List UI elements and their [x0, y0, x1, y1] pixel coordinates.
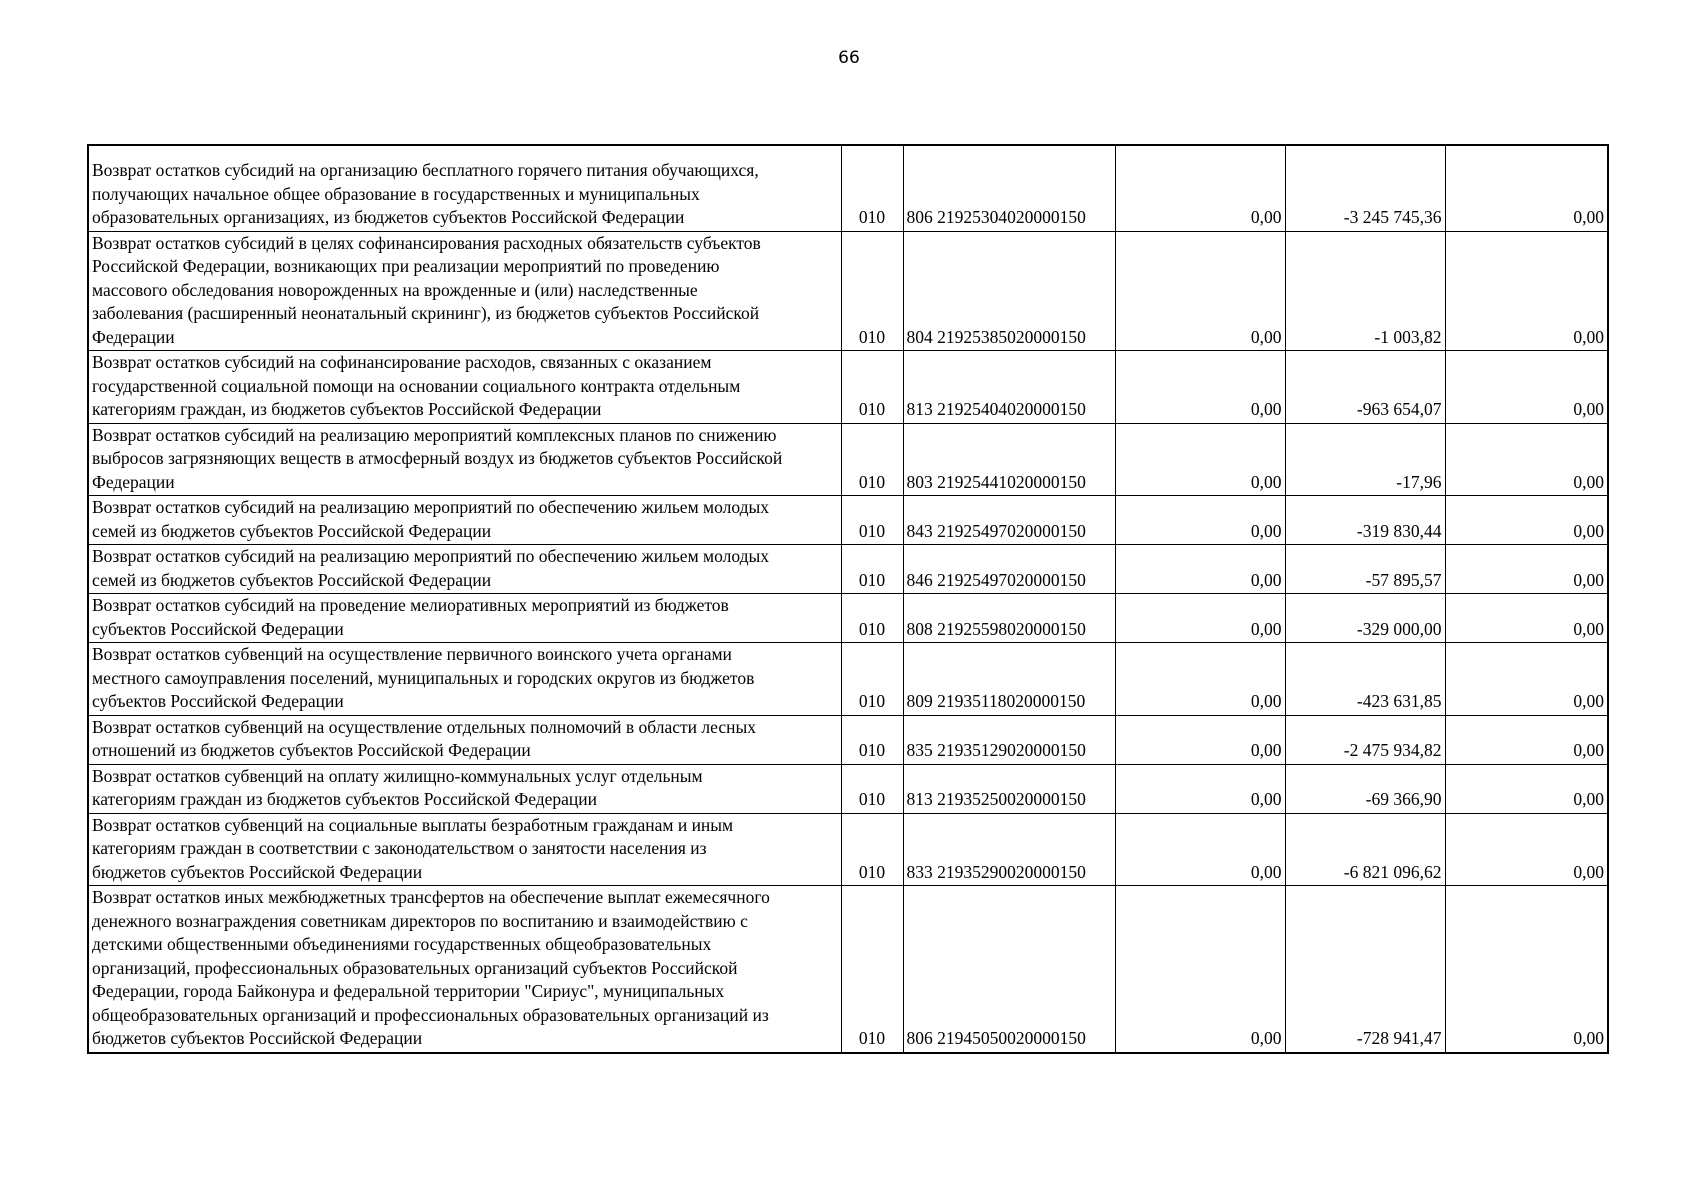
row-amount-c: 0,00 [1445, 643, 1608, 716]
description-line: субъектов Российской Федерации [92, 618, 344, 639]
row-description [88, 145, 841, 231]
description-line: Возврат остатков субсидий на реализацию мероприятий по обеспечению жильем молодых [92, 497, 770, 517]
description-line: образовательных организациях, из бюджетов субъектов Российской Федерации [92, 207, 685, 227]
row-amount-c: 0,00 [1445, 594, 1608, 643]
description-line: семей из бюджетов субъектов Российской Федерации [92, 520, 492, 541]
row-amount-b: -3 245 745,36 [1285, 145, 1445, 231]
description-line: Возврат остатков субвенций на осуществление отдельных полномочий в области лесных [92, 716, 757, 737]
row-amount-c: 0,00 [1445, 764, 1608, 813]
row-amount-a: 0,00 [1115, 813, 1285, 886]
table-row [88, 886, 1608, 1053]
row-amount-a: 0,00 [1115, 496, 1285, 545]
row-amount-a: 0,00 [1115, 231, 1285, 351]
row-line-code: 010 [841, 545, 903, 594]
description-line: массового обследования новорожденных на врожденные и (или) наследственные [92, 279, 698, 300]
description-line: семей из бюджетов субъектов Российской Федерации [92, 569, 492, 590]
row-description [88, 231, 841, 351]
row-kbk-code: 804 21925385020000150 [903, 231, 1115, 351]
description-line: получающих начальное общее образование в государственных и муниципальных [92, 183, 700, 204]
row-description [88, 594, 841, 643]
row-amount-a: 0,00 [1115, 145, 1285, 231]
description-line: Возврат остатков субсидий на реализацию мероприятий комплексных планов по снижению [92, 424, 777, 445]
table-row [88, 351, 1608, 424]
table-row [88, 231, 1608, 351]
row-line-code: 010 [841, 351, 903, 424]
description-line: Федерации [92, 326, 175, 347]
row-amount-b: -57 895,57 [1285, 545, 1445, 594]
description-line: Возврат остатков субсидий на реализацию мероприятий по обеспечению жильем молодых [92, 546, 770, 566]
row-description [88, 715, 841, 764]
description-line: категориям граждан из бюджетов субъектов Российской Федерации [92, 789, 598, 809]
row-amount-b: -329 000,00 [1285, 594, 1445, 643]
table-row [88, 145, 1608, 231]
row-amount-c: 0,00 [1445, 351, 1608, 424]
row-line-code: 010 [841, 594, 903, 643]
row-amount-b: -319 830,44 [1285, 496, 1445, 545]
description-line: Возврат остатков субвенций на оплату жилищно-коммунальных услуг отдельным [92, 765, 703, 786]
description-line: Возврат остатков субвенций на осуществление первичного воинского учета органами [92, 644, 732, 664]
table-row [88, 715, 1608, 764]
description-line: общеобразовательных организаций и профессиональных образовательных организаций из [92, 1004, 769, 1025]
row-amount-b: -69 366,90 [1285, 764, 1445, 813]
description-line: Российской Федерации, возникающих при реализации мероприятий по проведению [92, 256, 720, 276]
description-line: Возврат остатков субсидий в целях софинансирования расходных обязательств субъектов [92, 232, 761, 253]
table-row [88, 813, 1608, 886]
row-amount-a: 0,00 [1115, 594, 1285, 643]
table-row [88, 764, 1608, 813]
row-amount-b: -6 821 096,62 [1285, 813, 1445, 886]
row-amount-a: 0,00 [1115, 423, 1285, 496]
description-line: Возврат остатков субсидий на проведение мелиоративных мероприятий из бюджетов [92, 595, 729, 615]
row-amount-c: 0,00 [1445, 545, 1608, 594]
row-kbk-code: 808 21925598020000150 [903, 594, 1115, 643]
row-amount-b: -2 475 934,82 [1285, 715, 1445, 764]
row-amount-c: 0,00 [1445, 231, 1608, 351]
description-line: Возврат остатков субвенций на социальные выплаты безработным гражданам и иным [92, 814, 734, 835]
description-line: детскими общественными объединениями государственных общеобразовательных [92, 934, 712, 954]
row-amount-a: 0,00 [1115, 643, 1285, 716]
description-line: Федерации [92, 471, 175, 492]
row-line-code: 010 [841, 145, 903, 231]
row-amount-a: 0,00 [1115, 351, 1285, 424]
table-row [88, 545, 1608, 594]
description-line: категориям граждан в соответствии с законодательством о занятости населения из [92, 838, 707, 858]
description-line: бюджетов субъектов Российской Федерации [92, 1028, 423, 1048]
row-description [88, 813, 841, 886]
row-amount-b: -728 941,47 [1285, 886, 1445, 1053]
row-kbk-code: 846 21925497020000150 [903, 545, 1115, 594]
row-line-code: 010 [841, 764, 903, 813]
row-line-code: 010 [841, 886, 903, 1053]
row-amount-a: 0,00 [1115, 715, 1285, 764]
row-kbk-code: 813 21925404020000150 [903, 351, 1115, 424]
row-line-code: 010 [841, 643, 903, 716]
row-kbk-code: 833 21935290020000150 [903, 813, 1115, 886]
row-line-code: 010 [841, 496, 903, 545]
table-row [88, 496, 1608, 545]
row-line-code: 010 [841, 715, 903, 764]
row-amount-a: 0,00 [1115, 545, 1285, 594]
row-amount-c: 0,00 [1445, 715, 1608, 764]
description-line: бюджетов субъектов Российской Федерации [92, 861, 423, 882]
row-amount-c: 0,00 [1445, 423, 1608, 496]
row-line-code: 010 [841, 423, 903, 496]
row-amount-a: 0,00 [1115, 764, 1285, 813]
row-amount-a: 0,00 [1115, 886, 1285, 1053]
row-description [88, 886, 841, 1053]
description-line: денежного вознаграждения советникам директоров по воспитанию и взаимодействию с [92, 910, 748, 931]
description-line: Федерации, города Байконура и федеральной территории "Сириус", муниципальных [92, 981, 725, 1001]
row-amount-c: 0,00 [1445, 813, 1608, 886]
description-line: субъектов Российской Федерации [92, 691, 344, 711]
description-line: заболевания (расширенный неонатальный скрининг), из бюджетов субъектов Российской [92, 303, 760, 323]
row-description [88, 545, 841, 594]
table-body [88, 145, 1608, 1053]
row-amount-b: -423 631,85 [1285, 643, 1445, 716]
row-amount-c: 0,00 [1445, 886, 1608, 1053]
description-line: Возврат остатков субсидий на организацию бесплатного горячего питания обучающихся, [92, 160, 759, 180]
row-amount-b: -1 003,82 [1285, 231, 1445, 351]
description-line: выбросов загрязняющих веществ в атмосферный воздух из бюджетов субъектов Российской [92, 448, 783, 468]
row-line-code: 010 [841, 813, 903, 886]
row-kbk-code: 813 21935250020000150 [903, 764, 1115, 813]
description-line: местного самоуправления поселений, муниципальных и городских округов из бюджетов [92, 667, 755, 688]
row-kbk-code: 835 21935129020000150 [903, 715, 1115, 764]
table-row [88, 423, 1608, 496]
row-kbk-code: 809 21935118020000150 [903, 643, 1115, 716]
row-amount-c: 0,00 [1445, 145, 1608, 231]
row-description [88, 496, 841, 545]
description-line: отношений из бюджетов субъектов Российской Федерации [92, 740, 531, 760]
row-amount-c: 0,00 [1445, 496, 1608, 545]
row-kbk-code: 806 21925304020000150 [903, 145, 1115, 231]
row-amount-b: -963 654,07 [1285, 351, 1445, 424]
row-kbk-code: 806 21945050020000150 [903, 886, 1115, 1053]
page-number: 66 [838, 48, 860, 68]
row-description [88, 351, 841, 424]
row-kbk-code: 803 21925441020000150 [903, 423, 1115, 496]
table-row [88, 594, 1608, 643]
description-line: Возврат остатков иных межбюджетных трансфертов на обеспечение выплат ежемесячного [92, 887, 770, 907]
table-row [88, 643, 1608, 716]
row-description [88, 423, 841, 496]
description-line: Возврат остатков субсидий на софинансирование расходов, связанных с оказанием [92, 352, 712, 372]
row-amount-b: -17,96 [1285, 423, 1445, 496]
row-line-code: 010 [841, 231, 903, 351]
description-line: государственной социальной помощи на основании социального контракта отдельным [92, 375, 741, 396]
row-description [88, 764, 841, 813]
row-kbk-code: 843 21925497020000150 [903, 496, 1115, 545]
description-line: категориям граждан, из бюджетов субъектов Российской Федерации [92, 399, 602, 419]
budget-table [87, 144, 1609, 1054]
description-line: организаций, профессиональных образовательных организаций субъектов Российской [92, 957, 738, 978]
row-description [88, 643, 841, 716]
